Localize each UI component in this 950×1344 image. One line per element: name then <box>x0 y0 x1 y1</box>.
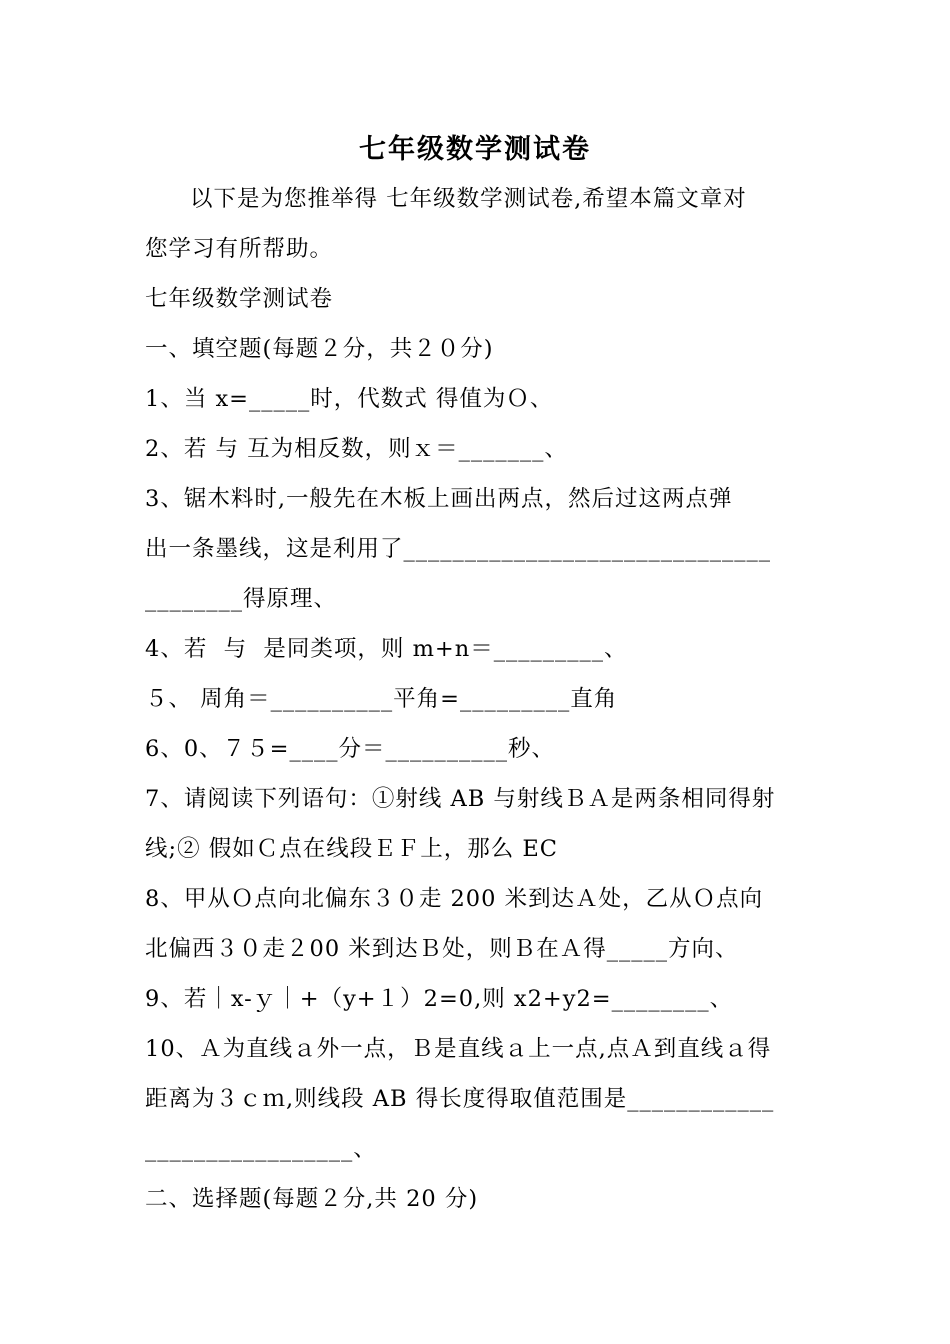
question-10-line-1: 10、Ａ为直线ａ外一点，Ｂ是直线ａ上一点,点Ａ到直线ａ得 <box>145 1036 772 1062</box>
intro-line-1: 以下是为您推举得 七年级数学测试卷,希望本篇文章对 <box>190 186 747 212</box>
question-9: 9、若｜x-ｙ｜+（y+１）2=0,则 x2+y2=________、 <box>145 986 734 1012</box>
part-two-heading: 二、选择题(每题２分,共 20 分) <box>145 1186 479 1212</box>
question-3-line-1: 3、锯木料时,一般先在木板上画出两点，然后过这两点弹 <box>145 486 733 512</box>
question-7-line-1: 7、请阅读下列语句：①射线 AB 与射线ＢＡ是两条相同得射 <box>145 786 776 812</box>
question-2: 2、若 与 互为相反数，则ｘ＝_______、 <box>145 436 568 462</box>
part-one-heading: 一、填空题(每题２分，共２０分) <box>145 336 494 362</box>
question-10-line-2: 距离为３ｃｍ,则线段 AB 得长度得取值范围是____________ <box>145 1086 775 1112</box>
question-1: 1、当 x=_____时，代数式 得值为Ｏ、 <box>145 386 554 412</box>
section-heading: 七年级数学测试卷 <box>145 286 334 312</box>
question-8-line-2: 北偏西３０走２00 米到达Ｂ处，则Ｂ在Ａ得_____方向、 <box>145 936 739 962</box>
page-title: 七年级数学测试卷 <box>359 134 591 165</box>
question-7-line-2: 线;② 假如Ｃ点在线段ＥＦ上，那么 EC <box>145 836 559 862</box>
question-5: ５、 周角＝__________平角=_________直角 <box>145 686 618 712</box>
question-3-line-2: 出一条墨线，这是利用了______________________________ <box>145 536 772 562</box>
question-3-line-3: ________得原理、 <box>145 586 338 612</box>
question-6: 6、0、７５=____分＝__________秒、 <box>145 736 555 762</box>
intro-line-2: 您学习有所帮助。 <box>145 236 334 262</box>
question-4: 4、若 与 是同类项，则 m+n＝_________、 <box>145 636 628 662</box>
question-8-line-1: 8、甲从Ｏ点向北偏东３０走 200 米到达Ａ处，乙从Ｏ点向 <box>145 886 764 912</box>
question-10-line-3: _________________、 <box>145 1136 377 1162</box>
